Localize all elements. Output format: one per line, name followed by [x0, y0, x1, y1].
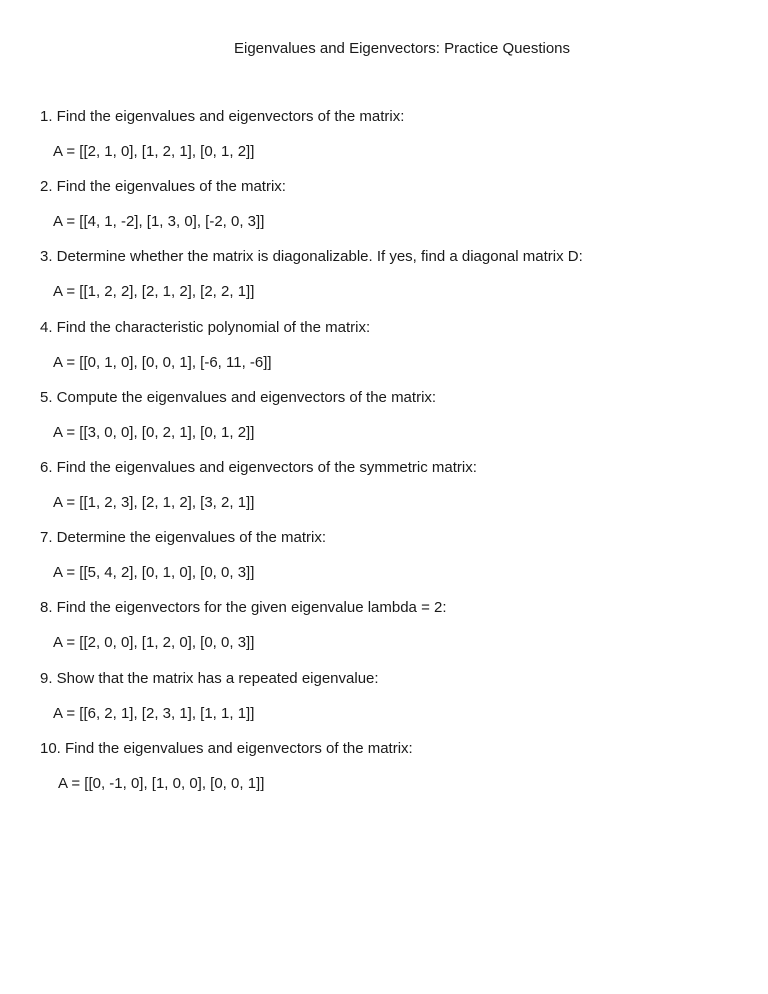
- question-item: [40, 740, 740, 810]
- question-item: [40, 319, 740, 389]
- question-list: [40, 108, 740, 810]
- question-matrix: A = [[3, 0, 0], [0, 2, 1], [0, 1, 2]]: [53, 423, 255, 441]
- question-text: 1. Find the eigenvalues and eigenvectors of the matrix:: [40, 108, 405, 125]
- question-item: [40, 248, 740, 318]
- question-text: 3. Determine whether the matrix is diagonalizable. If yes, find a diagonal matrix D:: [40, 248, 583, 266]
- question-item: [40, 178, 740, 248]
- question-text: 5. Compute the eigenvalues and eigenvectors of the matrix:: [40, 388, 437, 406]
- question-item: [40, 529, 740, 599]
- question-item: [40, 389, 740, 459]
- question-item: [40, 599, 740, 669]
- question-matrix: A = [[4, 1, -2], [1, 3, 0], [-2, 0, 3]]: [53, 213, 265, 231]
- question-matrix: A = [[2, 1, 0], [1, 2, 1], [0, 1, 2]]: [53, 143, 255, 160]
- question-matrix: A = [[1, 2, 2], [2, 1, 2], [2, 2, 1]]: [53, 283, 255, 301]
- question-item: [40, 670, 740, 740]
- question-matrix: A = [[2, 0, 0], [1, 2, 0], [0, 0, 3]]: [53, 634, 255, 652]
- question-matrix: A = [[5, 4, 2], [0, 1, 0], [0, 0, 3]]: [53, 564, 255, 582]
- question-text: 6. Find the eigenvalues and eigenvectors of the symmetric matrix:: [40, 458, 477, 476]
- question-text: 9. Show that the matrix has a repeated eigenvalue:: [40, 669, 379, 687]
- question-matrix: A = [[1, 2, 3], [2, 1, 2], [3, 2, 1]]: [53, 493, 255, 511]
- question-item: [40, 108, 740, 178]
- question-text: 4. Find the characteristic polynomial of the matrix:: [40, 318, 371, 336]
- question-text: 2. Find the eigenvalues of the matrix:: [40, 178, 286, 196]
- question-text: 8. Find the eigenvectors for the given eigenvalue lambda = 2:: [40, 599, 447, 617]
- question-text: 7. Determine the eigenvalues of the matrix:: [40, 529, 326, 547]
- question-matrix: A = [[6, 2, 1], [2, 3, 1], [1, 1, 1]]: [53, 704, 255, 722]
- page-title: Eigenvalues and Eigenvectors: Practice Questions: [233, 40, 571, 57]
- question-matrix: A = [[0, -1, 0], [1, 0, 0], [0, 0, 1]]: [58, 774, 265, 792]
- question-text: 10. Find the eigenvalues and eigenvectors of the matrix:: [40, 739, 413, 757]
- question-matrix: A = [[0, 1, 0], [0, 0, 1], [-6, 11, -6]]: [53, 353, 272, 371]
- question-item: [40, 459, 740, 529]
